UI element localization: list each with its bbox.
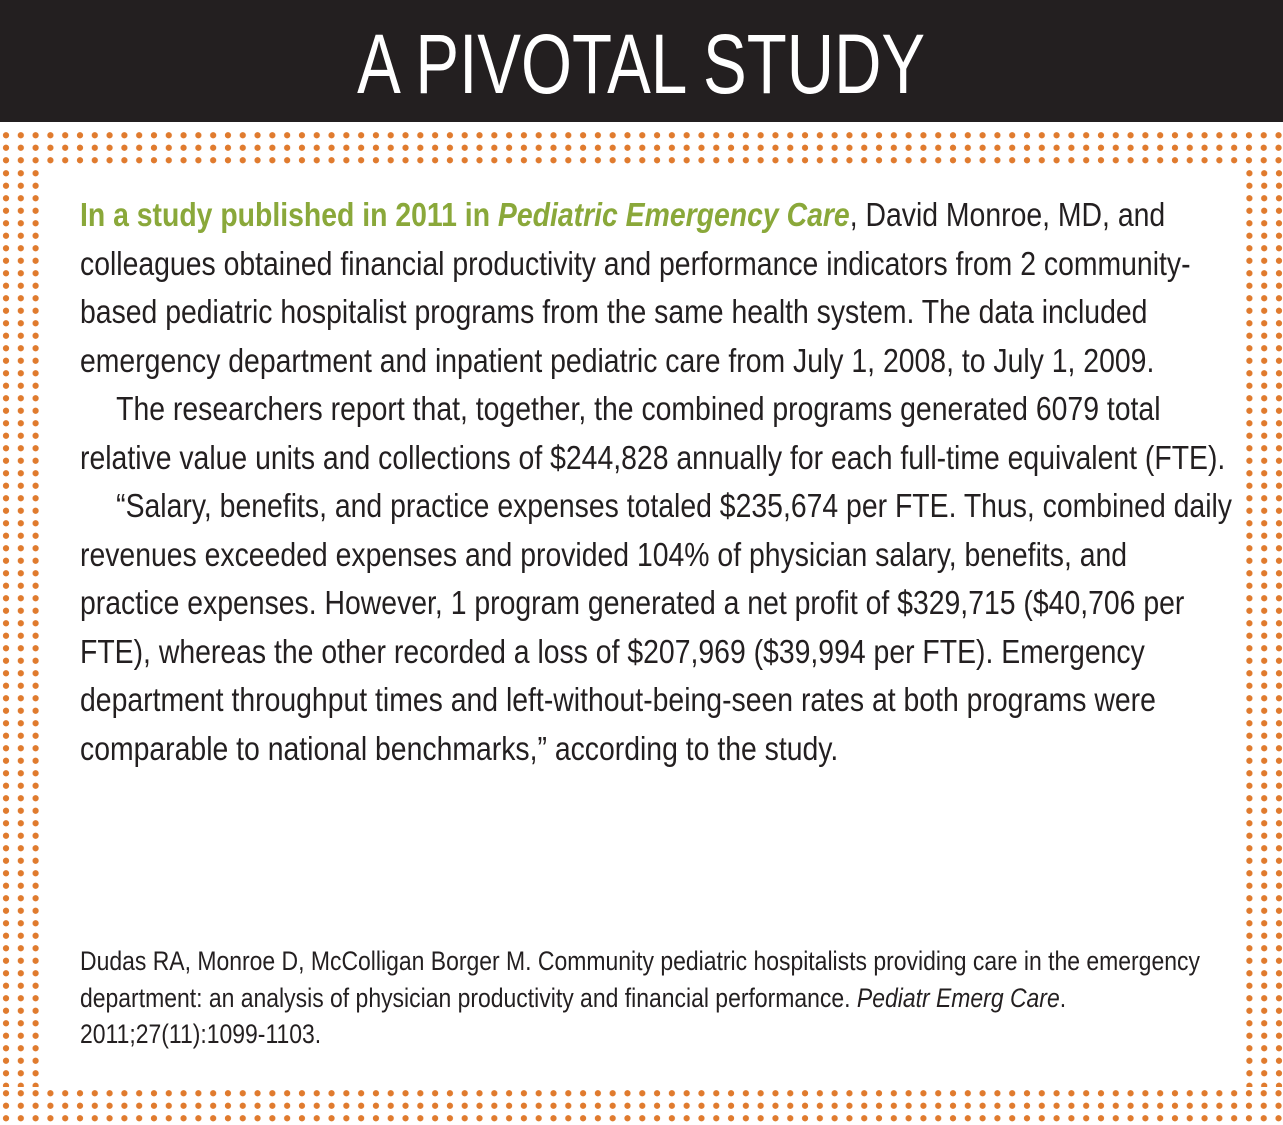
dotted-border-top (0, 129, 1283, 167)
dotted-border-left (0, 167, 44, 1088)
page-title: A PIVOTAL STUDY (357, 22, 925, 106)
citation-authors-title: Dudas RA, Monroe D, McColligan Borger M. Community pediatric hospitalists providing care in the emergency department: an analysis of physician productivity and financial performance. (80, 946, 1200, 1013)
paragraph-3: “Salary, benefits, and practice expenses totaled $235,674 per FTE. Thus, combined daily revenues exceeded expenses and provided 104% of physician salary, benefits, and practice expenses. However, 1 program generated a net profit of $329,715 ($40,706 per FTE), whereas the other recorded a loss of $207,969 ($39,994 per FTE). Emergency department throughput times and left-without-being-seen rates at both programs were comparable to national benchmarks,” according to the study. (80, 482, 1232, 773)
paragraph-2: The researchers report that, together, the combined programs generated 6079 total relative value units and collections of $244,828 annually for each full-time equivalent (FTE). (80, 385, 1232, 482)
lead-prefix: In a study published in 2011 in (80, 196, 498, 233)
journal-name: Pediatric Emergency Care (498, 196, 850, 233)
header-banner (0, 0, 1283, 122)
dotted-border-right (1242, 167, 1283, 1088)
citation (80, 943, 1219, 1053)
dotted-border-bottom (0, 1087, 1283, 1125)
citation-details: . 2011;27(11):1099-1103. (80, 983, 1066, 1050)
paragraph-1 (80, 191, 1232, 385)
paragraph-1-text: , David Monroe, MD, and colleagues obtained financial productivity and performance indicators from 2 community-based pediatric hospitalist programs from the same health system. The data included emergency department and inpatient pediatric care from July 1, 2008, to July 1, 2009. (80, 196, 1191, 379)
citation-journal: Pediatr Emerg Care (857, 983, 1060, 1013)
article-body (80, 191, 1230, 773)
body-text (80, 191, 1232, 773)
lead-in (80, 196, 850, 233)
